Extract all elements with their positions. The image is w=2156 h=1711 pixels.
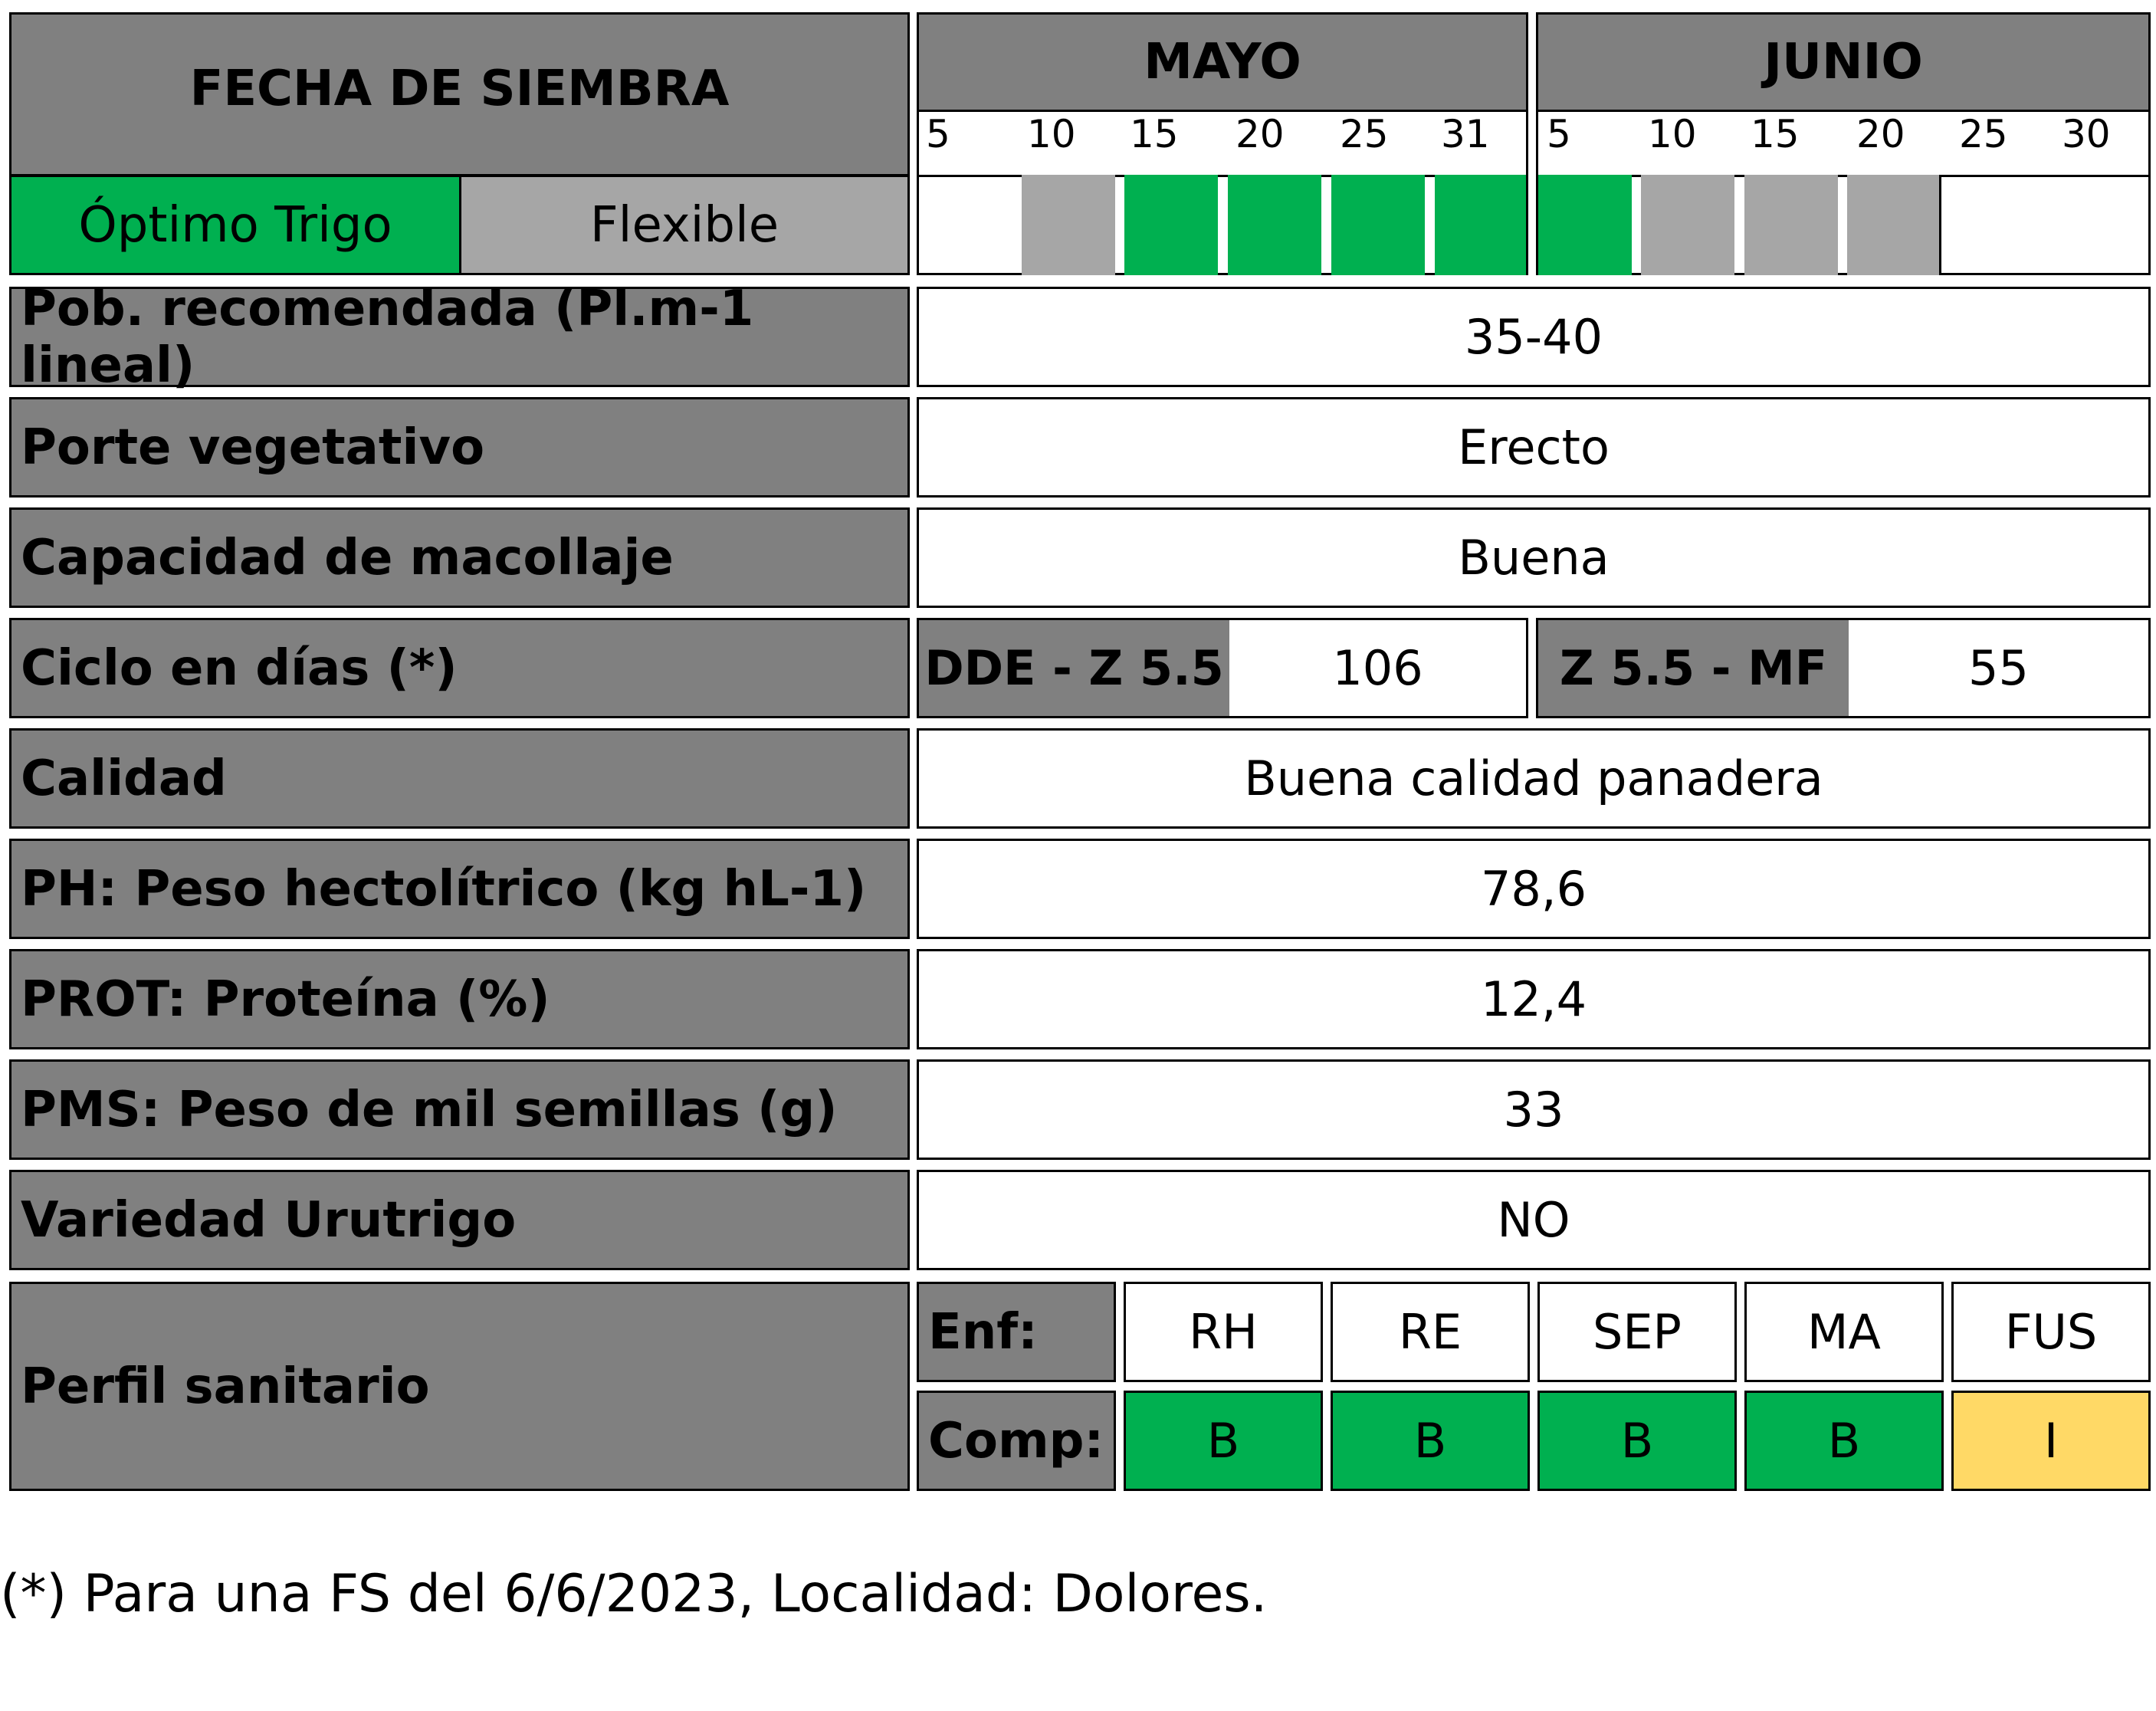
mayo-calendar-cell [1228, 175, 1321, 275]
row-value-macollaje [917, 507, 2151, 608]
row-label-text: Ciclo en días (*) [21, 639, 458, 697]
mayo-tick: 31 [1441, 112, 1490, 156]
junio-calendar-cell [1538, 175, 1632, 275]
ciclo-stage1-value-text: 106 [1332, 640, 1423, 696]
row-label-text: Porte vegetativo [21, 419, 485, 476]
ciclo-stage1-label [919, 620, 1229, 716]
disease-name: MA [1807, 1304, 1881, 1360]
disease-cell [1331, 1282, 1530, 1382]
disease-name: RH [1189, 1304, 1258, 1360]
mayo-ticks-row [917, 110, 1528, 177]
comp-label [917, 1391, 1116, 1491]
junio-ticks-row [1536, 110, 2151, 177]
row-label-porte [9, 397, 910, 498]
ciclo-stage2-label [1538, 620, 1849, 716]
row-value-proteina [917, 949, 2151, 1049]
row-label-urutrigo [9, 1170, 910, 1270]
mayo-tick: 5 [926, 112, 950, 156]
row-label-text: Capacidad de macollaje [21, 529, 674, 586]
rating-cell [1331, 1391, 1530, 1491]
row-label-poblacion [9, 280, 910, 394]
row-label-text: PMS: Peso de mil semillas (g) [21, 1081, 838, 1138]
rating-cell [1744, 1391, 1944, 1491]
disease-name: SEP [1593, 1304, 1682, 1360]
ciclo-stage1-label-text: DDE - Z 5.5 [924, 640, 1224, 696]
disease-name: FUS [2004, 1304, 2098, 1360]
junio-tick: 30 [2062, 112, 2111, 156]
rating-cell [1951, 1391, 2151, 1491]
row-label-text: PH: Peso hectolítrico (kg hL-1) [21, 860, 867, 918]
fecha-siembra-title [9, 12, 910, 176]
junio-tick: 20 [1856, 112, 1905, 156]
rating-value: B [1620, 1413, 1654, 1469]
ciclo-stage1-value [1229, 620, 1526, 716]
mayo-tick: 10 [1027, 112, 1076, 156]
row-value-text: 33 [1503, 1082, 1564, 1138]
rating-value: I [2043, 1413, 2059, 1469]
month-mayo-label: MAYO [1144, 34, 1301, 90]
junio-tick: 5 [1547, 112, 1571, 156]
row-value-poblacion [917, 287, 2151, 387]
row-value-text: 35-40 [1464, 309, 1603, 365]
row-label-text: Variedad Urutrigo [21, 1191, 517, 1249]
month-junio-header [1536, 12, 2151, 112]
row-value-text: NO [1497, 1192, 1570, 1248]
row-value-text: 78,6 [1480, 861, 1587, 917]
junio-divider [1939, 175, 1941, 275]
row-label-proteina [9, 949, 910, 1049]
row-label-perfil-sanitario [9, 1282, 910, 1491]
enf-label-text: Enf: [928, 1303, 1038, 1361]
junio-calendar-cell [1641, 175, 1734, 275]
junio-tick: 25 [1959, 112, 2008, 156]
mayo-calendar-cell [1124, 175, 1218, 275]
row-label-ph [9, 839, 910, 939]
junio-calendar-cell [2043, 175, 2148, 275]
legend-optimo [9, 175, 461, 275]
disease-cell [1537, 1282, 1737, 1382]
disease-cell [1124, 1282, 1323, 1382]
legend-flexible [459, 175, 910, 275]
junio-calendar-cell [1941, 175, 2043, 275]
row-value-pms [917, 1059, 2151, 1160]
row-value-text: Erecto [1458, 419, 1610, 475]
mayo-tick: 25 [1340, 112, 1389, 156]
row-label-pms [9, 1059, 910, 1160]
mayo-tick: 20 [1236, 112, 1285, 156]
ciclo-stage2-value-text: 55 [1968, 640, 2029, 696]
disease-cell [1951, 1282, 2151, 1382]
mayo-calendar-cell [1022, 175, 1115, 275]
mayo-tick: 15 [1130, 112, 1179, 156]
row-value-text: Buena [1458, 530, 1610, 586]
row-label-ciclo [9, 618, 910, 718]
junio-calendar-cell [1847, 175, 1941, 275]
row-label-text: PROT: Proteína (%) [21, 970, 550, 1028]
mayo-calendar-cell [1331, 175, 1425, 275]
row-label-text: Pob. recomendada (Pl.m-1 lineal) [21, 280, 754, 394]
mayo-calendar-cell [919, 175, 1022, 275]
junio-calendar-cell [1744, 175, 1838, 275]
row-value-urutrigo [917, 1170, 2151, 1270]
row-value-ph [917, 839, 2151, 939]
legend-optimo-label: Óptimo Trigo [78, 196, 392, 254]
row-value-calidad [917, 728, 2151, 829]
ciclo-stage2-value [1849, 620, 2148, 716]
row-value-text: 12,4 [1480, 971, 1587, 1027]
month-junio-label: JUNIO [1764, 34, 1923, 90]
junio-tick: 15 [1751, 112, 1800, 156]
row-label-calidad [9, 728, 910, 829]
ciclo-stage2-label-text: Z 5.5 - MF [1559, 640, 1828, 696]
junio-tick: 10 [1648, 112, 1697, 156]
comp-label-text: Comp: [928, 1412, 1104, 1470]
legend-flexible-label: Flexible [589, 196, 779, 254]
row-label-macollaje [9, 507, 910, 608]
mayo-calendar-cell [1435, 175, 1526, 275]
rating-cell [1124, 1391, 1323, 1491]
disease-name: RE [1398, 1304, 1462, 1360]
row-label-text: Perfil sanitario [21, 1358, 430, 1415]
footnote: (*) Para una FS del 6/6/2023, Localidad: Dolores. [0, 1564, 1268, 1624]
row-value-text: Buena calidad panadera [1244, 750, 1823, 806]
enf-label [917, 1282, 1116, 1382]
rating-value: B [1827, 1413, 1861, 1469]
row-value-porte [917, 397, 2151, 498]
disease-cell [1744, 1282, 1944, 1382]
fecha-siembra-title-text: FECHA DE SIEMBRA [189, 61, 730, 117]
row-label-text: Calidad [21, 750, 227, 807]
rating-cell [1537, 1391, 1737, 1491]
month-mayo-header [917, 12, 1528, 112]
rating-value: B [1413, 1413, 1447, 1469]
rating-value: B [1206, 1413, 1240, 1469]
